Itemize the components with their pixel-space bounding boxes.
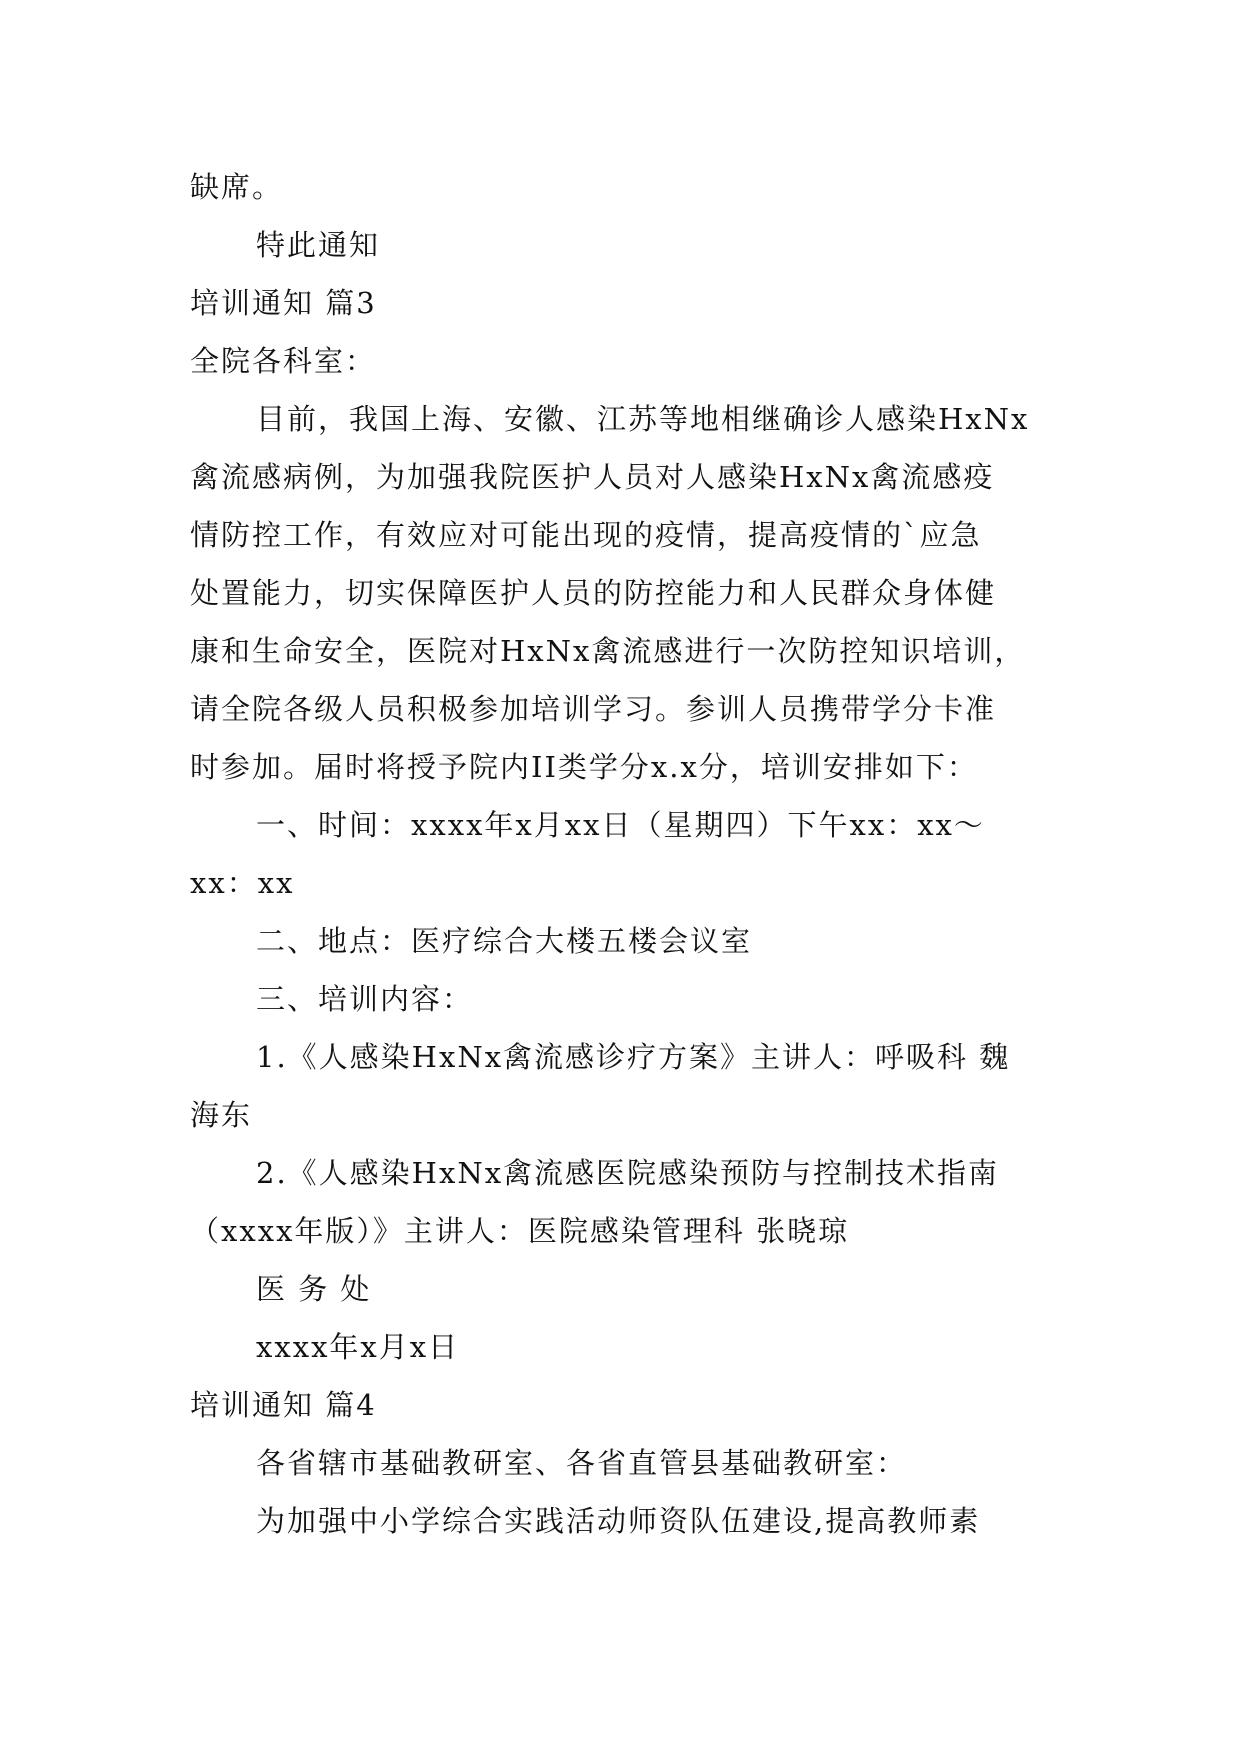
section-heading: 培训通知 篇3: [190, 286, 377, 320]
text-line: 时参加。届时将授予院内II类学分x.x分，培训安排如下：: [190, 750, 978, 784]
text-line: 特此通知: [256, 228, 381, 262]
text-line: 海东: [190, 1098, 253, 1132]
document-body: [190, 158, 1070, 1550]
section-heading: 培训通知 篇4: [190, 1388, 377, 1422]
text-line: 2.《人感染HxNx禽流感医院感染预防与控制技术指南: [256, 1156, 1000, 1190]
text-line: 全院各科室：: [190, 344, 377, 378]
text-line: 情防控工作，有效应对可能出现的疫情，提高疫情的`应急: [190, 518, 982, 552]
text-line: 目前，我国上海、安徽、江苏等地相继确诊人感染HxNx: [256, 402, 1030, 436]
text-line: 各省辖市基础教研室、各省直管县基础教研室：: [256, 1446, 908, 1480]
signature-date: xxxx年x月x日: [256, 1330, 460, 1364]
text-line: xx：xx: [190, 866, 295, 900]
text-line: 康和生命安全，医院对HxNx禽流感进行一次防控知识培训，: [190, 634, 1026, 668]
text-line: 三、培训内容：: [256, 982, 474, 1016]
text-line: 一、时间：xxxx年x月xx日（星期四）下午xx：xx～: [256, 808, 985, 842]
text-line: 处置能力，切实保障医护人员的防控能力和人民群众身体健: [190, 576, 997, 610]
text-line: 缺席。: [190, 170, 284, 204]
text-line: （xxxx年版）》主讲人：医院感染管理科 张晓琼: [190, 1214, 850, 1248]
text-line: 请全院各级人员积极参加培训学习。参训人员携带学分卡准: [190, 692, 997, 726]
text-line: 禽流感病例，为加强我院医护人员对人感染HxNx禽流感疫: [190, 460, 995, 494]
signature-department: 医 务 处: [256, 1272, 372, 1306]
text-line: 1.《人感染HxNx禽流感诊疗方案》主讲人：呼吸科 魏: [256, 1040, 1011, 1074]
text-line: 为加强中小学综合实践活动师资队伍建设,提高教师素: [256, 1504, 981, 1538]
text-line: 二、地点：医疗综合大楼五楼会议室: [256, 924, 753, 958]
